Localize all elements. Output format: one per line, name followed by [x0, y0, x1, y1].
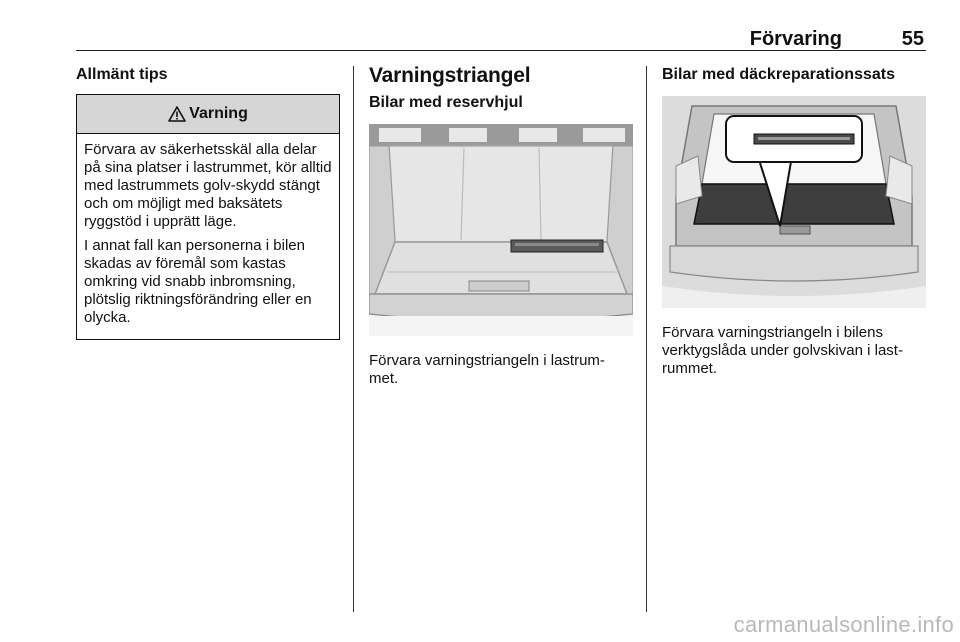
warning-label: Varning — [189, 105, 248, 122]
warning-box — [76, 94, 340, 340]
column-warning-triangle — [369, 64, 633, 388]
trunk-spare-wheel-illustration — [369, 124, 633, 336]
chapter-title: Förvaring — [749, 28, 842, 50]
section-heading: Allmänt tips — [76, 66, 168, 83]
column-divider — [646, 66, 647, 612]
figure-caption: Förvara varningstriangeln i lastrum-met. — [369, 352, 605, 387]
column-divider — [353, 66, 354, 612]
warning-paragraph: I annat fall kan personerna i bilen skadas av föremål som kastas omkring vid snabb inbromsning, plötslig riktningsförändring eller en olycka. — [84, 237, 312, 326]
section-title: Varningstriangel — [369, 64, 531, 87]
page-number: 55 — [901, 28, 924, 50]
column-repair-kit — [662, 64, 926, 378]
figure-caption: Förvara varningstriangeln i bilens verktygslåda under golvskivan i last-rummet. — [662, 324, 903, 377]
column-general-tips — [76, 64, 340, 340]
site-watermark: carmanualsonline.info — [733, 612, 954, 637]
page-header — [76, 26, 926, 51]
warning-body — [77, 134, 339, 339]
warning-header — [77, 95, 339, 134]
section-subtitle: Bilar med däckreparationssats — [662, 66, 895, 83]
section-subtitle: Bilar med reservhjul — [369, 94, 523, 111]
warning-paragraph: Förvara av säkerhetsskäl alla delar på sina platser i lastrummet, kör alltid med lastrummets golv-skydd stängt och om möjligt med baksätets ryggstöd i upprätt läge. — [84, 141, 332, 230]
trunk-repair-kit-illustration — [662, 96, 926, 308]
warning-triangle-icon — [168, 106, 186, 122]
